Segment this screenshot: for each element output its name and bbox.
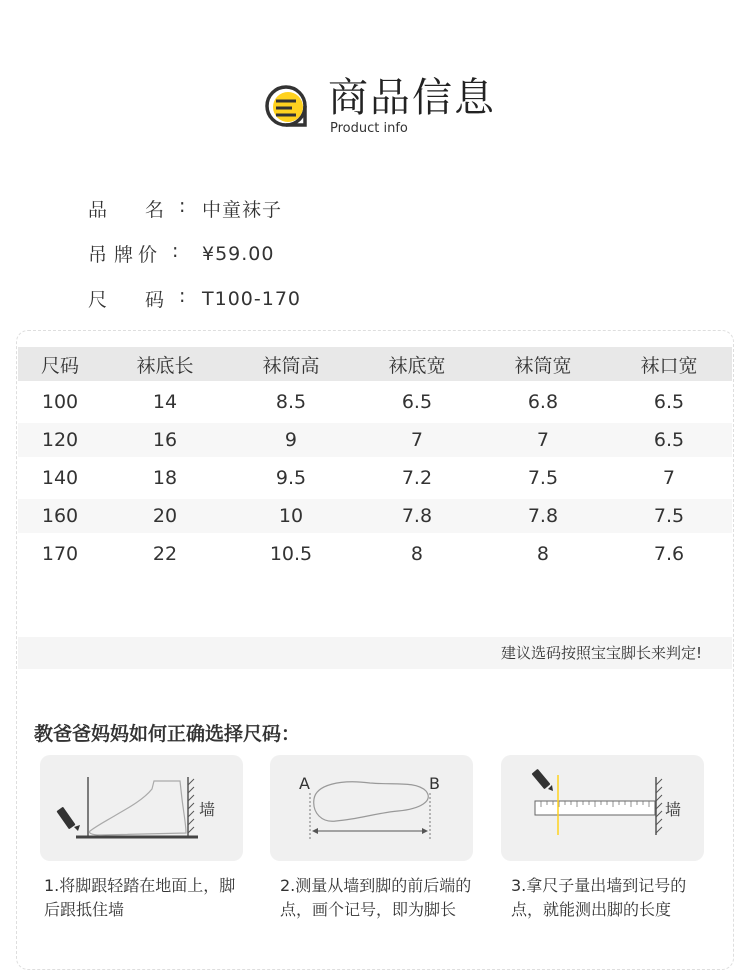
- foot-length-measure-icon: [270, 755, 473, 861]
- point-a-label: A: [299, 774, 310, 793]
- table-row: [18, 457, 732, 499]
- page-title: 商品信息: [328, 75, 496, 121]
- table-cell: 10.5: [269, 543, 313, 565]
- info-value: ¥59.00: [202, 242, 275, 265]
- column-header: 袜筒高: [228, 347, 354, 381]
- table-cell: 6.5: [401, 391, 433, 413]
- table-cell: 7.5: [606, 499, 732, 533]
- info-value: T100-170: [202, 287, 301, 310]
- step-2-illustration: [270, 755, 473, 861]
- section-header: [262, 74, 522, 144]
- info-row-size: [88, 276, 301, 321]
- column-header: 尺码: [18, 347, 102, 381]
- table-cell: 7.8: [354, 499, 480, 533]
- table-cell: 7: [354, 423, 480, 457]
- table-cell: 7.2: [401, 467, 433, 489]
- table-cell: 100: [41, 391, 79, 413]
- info-row-name: [88, 186, 301, 231]
- wall-label: 墙: [199, 800, 216, 819]
- size-table: [18, 347, 732, 575]
- table-cell: 170: [41, 543, 79, 565]
- step-3-text: 3.拿尺子量出墙到记号的点，就能测出脚的长度: [511, 876, 687, 919]
- step-2-text: 2.测量从墙到脚的前后端的点，画个记号，即为脚长: [280, 876, 472, 919]
- step-1-illustration: [40, 755, 243, 861]
- step-3-illustration: [501, 755, 704, 861]
- table-cell: 9: [228, 423, 354, 457]
- size-advice-note: 建议选码按照宝宝脚长来判定!: [18, 637, 732, 669]
- table-cell: 120: [18, 423, 102, 457]
- table-cell: 160: [18, 499, 102, 533]
- column-header: 袜底长: [102, 347, 228, 381]
- table-cell: 10: [228, 499, 354, 533]
- info-label: 尺 码 :: [88, 285, 186, 311]
- info-row-price: [88, 231, 301, 276]
- info-value: 中童袜子: [202, 199, 283, 221]
- point-b-label: B: [429, 774, 440, 793]
- table-cell: 8.5: [275, 391, 307, 413]
- document-icon: [262, 82, 314, 134]
- page-subtitle: Product info: [330, 121, 408, 136]
- table-cell: 7: [662, 467, 676, 489]
- table-cell: 9.5: [275, 467, 307, 489]
- table-cell: 20: [102, 499, 228, 533]
- table-cell: 8: [410, 543, 423, 565]
- table-cell: 7.6: [653, 543, 685, 565]
- table-cell: 14: [152, 391, 178, 413]
- table-cell: 6.5: [606, 423, 732, 457]
- product-info: [88, 186, 301, 321]
- table-cell: 8: [536, 543, 549, 565]
- table-cell: 7.8: [480, 499, 606, 533]
- table-cell: 6.5: [653, 391, 685, 413]
- table-cell: 6.8: [527, 391, 559, 413]
- table-cell: 18: [152, 467, 178, 489]
- table-row: [18, 423, 732, 457]
- table-cell: 7.5: [527, 467, 559, 489]
- info-label: 品 名 :: [88, 195, 186, 221]
- howto-title: 教爸爸妈妈如何正确选择尺码：: [34, 723, 301, 745]
- table-cell: 7: [480, 423, 606, 457]
- info-label: 吊 牌 价 :: [88, 240, 179, 266]
- table-cell: 140: [41, 467, 79, 489]
- table-row: [18, 499, 732, 533]
- table-row: [18, 533, 732, 575]
- table-header-row: [18, 347, 732, 381]
- table-cell: 16: [102, 423, 228, 457]
- table-row: [18, 381, 732, 423]
- column-header: 袜底宽: [354, 347, 480, 381]
- table-cell: 22: [152, 543, 178, 565]
- column-header: 袜筒宽: [480, 347, 606, 381]
- column-header: 袜口宽: [606, 347, 732, 381]
- wall-label: 墙: [665, 800, 682, 819]
- step-1-text: 1.将脚跟轻踏在地面上，脚后跟抵住墙: [44, 876, 236, 919]
